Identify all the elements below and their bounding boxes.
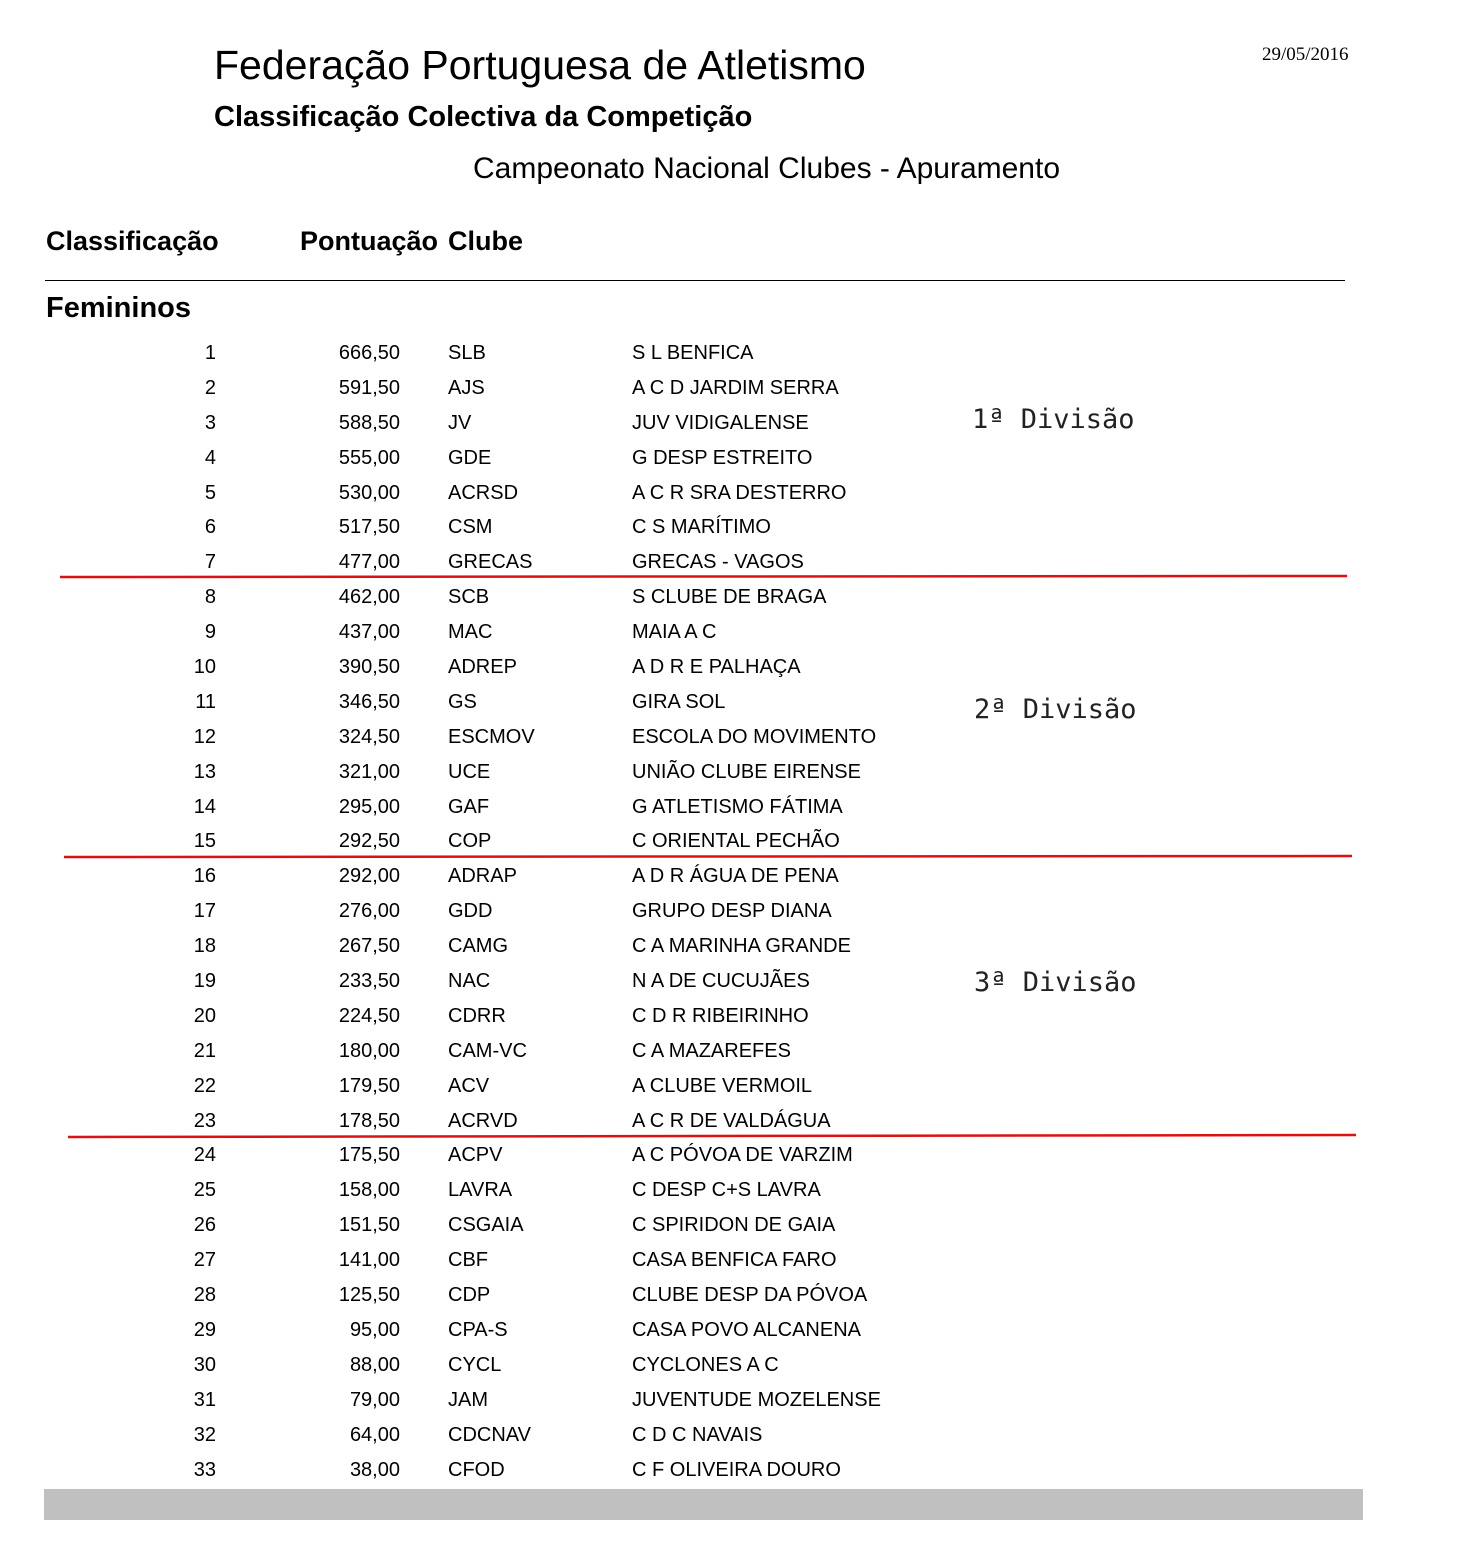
club-code-cell: SLB bbox=[448, 342, 486, 364]
rank-cell: 20 bbox=[193, 1004, 216, 1027]
club-name-cell: A C R DE VALDÁGUA bbox=[632, 1109, 831, 1132]
rank-cell: 32 bbox=[193, 1423, 216, 1446]
club-code-cell: MAC bbox=[448, 621, 493, 644]
points-cell: 95,00 bbox=[349, 1318, 400, 1341]
club-name-cell: C D C NAVAIS bbox=[632, 1423, 763, 1446]
club-name-cell: A D R E PALHAÇA bbox=[632, 656, 801, 679]
club-name-cell: G DESP ESTREITO bbox=[632, 446, 813, 469]
points-cell: 175,50 bbox=[338, 1144, 400, 1167]
rank-cell: 8 bbox=[204, 586, 216, 609]
rank-cell: 5 bbox=[204, 481, 216, 504]
rank-cell: 23 bbox=[193, 1109, 216, 1132]
rank-cell: 29 bbox=[193, 1318, 216, 1341]
rank-cell: 14 bbox=[193, 795, 216, 818]
club-name-cell: A D R ÁGUA DE PENA bbox=[632, 865, 839, 888]
club-name-cell: JUVENTUDE MOZELENSE bbox=[632, 1388, 881, 1411]
points-cell: 517,50 bbox=[338, 516, 400, 539]
points-cell: 477,00 bbox=[338, 551, 400, 574]
points-cell: 88,00 bbox=[349, 1353, 400, 1376]
rank-cell: 18 bbox=[193, 935, 216, 958]
club-name-cell: C D R RIBEIRINHO bbox=[632, 1004, 809, 1027]
report-date: 29/05/2016 bbox=[1262, 44, 1349, 65]
rank-cell: 26 bbox=[193, 1214, 216, 1237]
club-name-cell: C A MARINHA GRANDE bbox=[632, 935, 851, 958]
club-name-cell: C DESP C+S LAVRA bbox=[632, 1179, 821, 1202]
rank-cell: 28 bbox=[193, 1284, 216, 1307]
points-cell: 321,00 bbox=[338, 760, 400, 783]
club-code-cell: CFOD bbox=[448, 1458, 505, 1481]
club-name-cell: GIRA SOL bbox=[632, 690, 726, 713]
points-cell: 224,50 bbox=[338, 1004, 400, 1027]
club-name-cell: S L BENFICA bbox=[632, 342, 754, 364]
rank-cell: 13 bbox=[193, 760, 216, 783]
category-title: Femininos bbox=[46, 292, 192, 324]
club-code-cell: CAM-VC bbox=[448, 1039, 527, 1062]
page-title: Federação Portuguesa de Atletismo bbox=[214, 42, 866, 88]
rank-cell: 31 bbox=[193, 1388, 216, 1411]
rank-cell: 2 bbox=[204, 376, 216, 399]
rank-cell: 16 bbox=[193, 865, 216, 888]
club-name-cell: A CLUBE VERMOIL bbox=[632, 1074, 813, 1097]
club-name-cell: C S MARÍTIMO bbox=[632, 516, 771, 539]
club-name-cell: N A DE CUCUJÃES bbox=[632, 970, 810, 993]
club-code-cell: ACV bbox=[448, 1074, 490, 1097]
rank-cell: 11 bbox=[195, 690, 216, 713]
points-cell: 64,00 bbox=[349, 1423, 400, 1446]
column-header-club: Clube bbox=[448, 226, 524, 256]
points-cell: 588,50 bbox=[338, 411, 400, 434]
club-code-cell: ADREP bbox=[448, 656, 517, 679]
club-code-cell: GDE bbox=[448, 446, 492, 469]
club-code-cell: ADRAP bbox=[448, 865, 517, 888]
club-code-cell: CDCNAV bbox=[448, 1423, 531, 1446]
rank-cell: 24 bbox=[193, 1144, 216, 1167]
points-cell: 158,00 bbox=[338, 1179, 400, 1202]
club-code-cell: NAC bbox=[448, 970, 491, 993]
column-header-points: Pontuação bbox=[300, 226, 439, 256]
club-code-cell: CYCL bbox=[448, 1353, 502, 1376]
club-code-cell: JV bbox=[448, 411, 472, 434]
rank-cell: 7 bbox=[204, 551, 216, 574]
club-code-cell: JAM bbox=[448, 1388, 488, 1411]
club-name-cell: JUV VIDIGALENSE bbox=[632, 411, 809, 434]
club-code-cell: UCE bbox=[448, 760, 491, 783]
rank-cell: 21 bbox=[193, 1039, 216, 1062]
rank-cell: 30 bbox=[193, 1353, 216, 1376]
points-cell: 178,50 bbox=[338, 1109, 400, 1132]
club-code-cell: LAVRA bbox=[448, 1179, 513, 1202]
club-name-cell: CASA BENFICA FARO bbox=[632, 1249, 837, 1272]
rank-cell: 1 bbox=[204, 342, 216, 364]
club-name-cell: S CLUBE DE BRAGA bbox=[632, 586, 827, 609]
club-name-cell: C SPIRIDON DE GAIA bbox=[632, 1214, 836, 1237]
points-cell: 180,00 bbox=[338, 1039, 400, 1062]
club-code-cell: GS bbox=[448, 690, 477, 713]
club-code-cell: CSGAIA bbox=[448, 1214, 524, 1237]
points-cell: 179,50 bbox=[338, 1074, 400, 1097]
club-code-cell: CSM bbox=[448, 516, 493, 539]
points-cell: 276,00 bbox=[338, 900, 400, 923]
points-cell: 292,50 bbox=[338, 830, 400, 853]
points-cell: 151,50 bbox=[338, 1214, 400, 1237]
club-name-cell: C A MAZAREFES bbox=[632, 1039, 791, 1062]
competition-name: Campeonato Nacional Clubes - Apuramento bbox=[473, 152, 1061, 185]
club-code-cell: CDP bbox=[448, 1284, 491, 1307]
rank-cell: 3 bbox=[204, 411, 216, 434]
division-2-label: 2ª Divisão bbox=[974, 694, 1137, 725]
points-cell: 38,00 bbox=[349, 1458, 400, 1481]
rank-cell: 27 bbox=[193, 1249, 216, 1272]
club-code-cell: ESCMOV bbox=[448, 725, 535, 748]
rank-cell: 6 bbox=[204, 516, 216, 539]
rank-cell: 22 bbox=[193, 1074, 216, 1097]
club-code-cell: AJS bbox=[448, 376, 485, 399]
club-name-cell: GRECAS - VAGOS bbox=[632, 551, 804, 574]
rank-cell: 12 bbox=[193, 725, 216, 748]
club-name-cell: C F OLIVEIRA DOURO bbox=[632, 1458, 841, 1481]
footer-bar bbox=[44, 1489, 1363, 1520]
division-3-separator bbox=[68, 1135, 1356, 1137]
club-code-cell: GAF bbox=[448, 795, 490, 818]
points-cell: 666,50 bbox=[338, 342, 400, 364]
column-header-classification: Classificação bbox=[46, 226, 219, 256]
club-code-cell: ACRSD bbox=[448, 481, 519, 504]
club-code-cell: COP bbox=[448, 830, 492, 853]
points-cell: 462,00 bbox=[338, 586, 400, 609]
club-code-cell: CDRR bbox=[448, 1004, 506, 1027]
points-cell: 233,50 bbox=[338, 970, 400, 993]
club-name-cell: A C R SRA DESTERRO bbox=[632, 481, 847, 504]
points-cell: 295,00 bbox=[338, 795, 400, 818]
points-cell: 346,50 bbox=[338, 690, 400, 713]
points-cell: 125,50 bbox=[338, 1284, 400, 1307]
club-name-cell: C ORIENTAL PECHÃO bbox=[632, 830, 840, 853]
points-cell: 141,00 bbox=[338, 1249, 400, 1272]
rank-cell: 15 bbox=[193, 830, 216, 853]
rank-cell: 33 bbox=[193, 1458, 216, 1481]
points-cell: 591,50 bbox=[338, 376, 400, 399]
club-name-cell: CLUBE DESP DA PÓVOA bbox=[632, 1284, 868, 1307]
points-cell: 267,50 bbox=[338, 935, 400, 958]
rank-cell: 19 bbox=[193, 970, 216, 993]
club-name-cell: ESCOLA DO MOVIMENTO bbox=[632, 725, 877, 748]
club-code-cell: GRECAS bbox=[448, 551, 533, 574]
rank-cell: 9 bbox=[204, 621, 216, 644]
club-code-cell: CPA-S bbox=[448, 1318, 508, 1341]
division-1-separator bbox=[60, 576, 1347, 578]
points-cell: 292,00 bbox=[338, 865, 400, 888]
points-cell: 555,00 bbox=[338, 446, 400, 469]
points-cell: 324,50 bbox=[338, 725, 400, 748]
club-code-cell: GDD bbox=[448, 900, 493, 923]
rank-cell: 25 bbox=[193, 1179, 216, 1202]
club-name-cell: A C D JARDIM SERRA bbox=[632, 376, 839, 399]
rank-cell: 10 bbox=[193, 656, 216, 679]
points-cell: 390,50 bbox=[338, 656, 400, 679]
club-name-cell: CASA POVO ALCANENA bbox=[632, 1318, 861, 1341]
club-code-cell: CBF bbox=[448, 1249, 488, 1272]
club-name-cell: GRUPO DESP DIANA bbox=[632, 900, 832, 923]
points-cell: 530,00 bbox=[338, 481, 400, 504]
club-name-cell: A C PÓVOA DE VARZIM bbox=[632, 1144, 853, 1167]
club-code-cell: ACRVD bbox=[448, 1109, 518, 1132]
rank-cell: 17 bbox=[193, 900, 216, 923]
club-name-cell: UNIÃO CLUBE EIRENSE bbox=[632, 760, 861, 783]
club-code-cell: CAMG bbox=[448, 935, 508, 958]
club-code-cell: ACPV bbox=[448, 1144, 503, 1167]
club-name-cell: CYCLONES A C bbox=[632, 1353, 779, 1376]
rank-cell: 4 bbox=[204, 446, 216, 469]
points-cell: 437,00 bbox=[338, 621, 400, 644]
page-subtitle: Classificação Colectiva da Competição bbox=[214, 101, 753, 133]
division-2-separator bbox=[64, 856, 1352, 858]
division-1-label: 1ª Divisão bbox=[972, 404, 1135, 435]
points-cell: 79,00 bbox=[349, 1388, 400, 1411]
club-name-cell: G ATLETISMO FÁTIMA bbox=[632, 795, 843, 818]
club-name-cell: MAIA A C bbox=[632, 621, 717, 644]
division-3-label: 3ª Divisão bbox=[974, 967, 1137, 998]
club-code-cell: SCB bbox=[448, 586, 490, 609]
